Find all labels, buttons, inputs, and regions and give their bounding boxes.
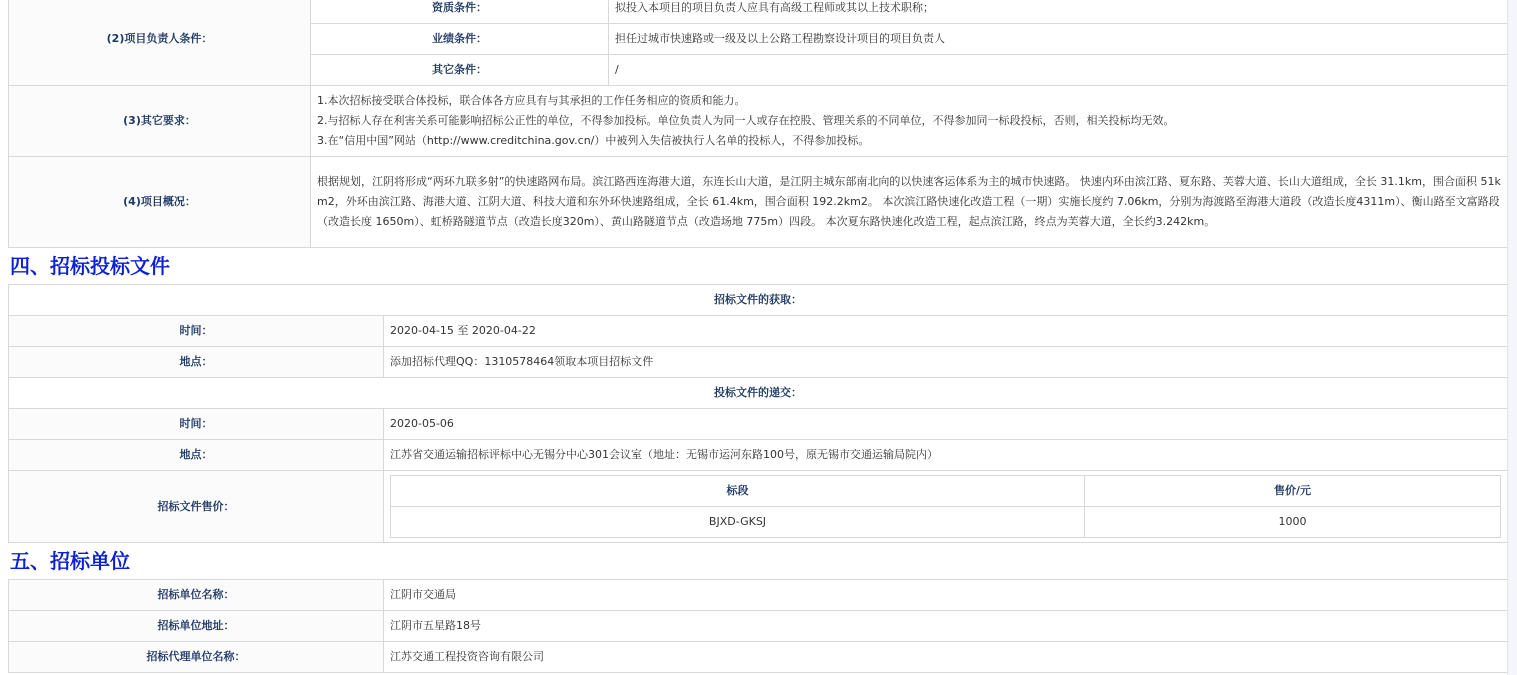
tenderer-address-value: 江阴市五星路18号	[384, 611, 1508, 642]
submit-place-label: 地点：	[9, 440, 384, 471]
price-row	[391, 507, 1501, 538]
manager-conditions-label: (2)项目负责人条件：	[9, 0, 311, 86]
tenderer-name-value: 江阴市交通局	[384, 580, 1508, 611]
obtain-time-value: 2020-04-15 至 2020-04-22	[384, 316, 1508, 347]
performance-value: 担任过城市快速路或一级及以上公路工程勘察设计项目的项目负责人	[609, 24, 1508, 55]
overview-value: 根据规划，江阴将形成“两环九联多射”的快速路网布局。滨江路西连海港大道，东连长山大道，是江阴主城东部南北向的以快速客运体系为主的城市快速路。 快速内环由滨江路、夏东路、芙蓉大道、长山大道组成，全长 31.1km，围合面积 51km2，外环由滨江路、海港大道、江阴大道、科技大道和东外环快速路组成，全长 61.4km，围合面积 192.2km2。 本次滨江路快速化改造工程（一期）实施长度约 7.06km，分别为海渡路至海港大道段（改造长度4311m）、衡山路至文富路段（改造长度 1650m）、虹桥路隧道节点（改造长度320m）、黄山路隧道节点（改造场地 775m）四段。 本次夏东路快速化改造工程，起点滨江路，终点为芙蓉大道，全长约3.242km。	[311, 157, 1508, 248]
price-cell	[384, 471, 1508, 543]
page-scrollbar[interactable]	[1507, 0, 1517, 675]
table-row	[9, 0, 1508, 24]
obtain-place-label: 地点：	[9, 347, 384, 378]
bidding-documents-table	[8, 284, 1508, 543]
notice-content	[8, 0, 1508, 673]
table-row	[9, 440, 1508, 471]
table-row	[9, 471, 1508, 543]
requirement-line: 1.本次招标接受联合体投标，联合体各方应具有与其承担的工作任务相应的资质和能力。	[317, 94, 746, 107]
price-label: 招标文件售价：	[9, 471, 384, 543]
tenderer-table	[8, 579, 1508, 673]
table-row	[9, 580, 1508, 611]
table-row	[9, 86, 1508, 157]
submit-heading: 投标文件的递交：	[9, 378, 1508, 409]
price-col-price: 售价/元	[1085, 476, 1501, 507]
agent-name-value: 江苏交通工程投资咨询有限公司	[384, 642, 1508, 673]
table-row	[9, 611, 1508, 642]
other-requirements-label: (3)其它要求：	[9, 86, 311, 157]
tenderer-name-label: 招标单位名称：	[9, 580, 384, 611]
obtain-heading: 招标文件的获取：	[9, 285, 1508, 316]
other-requirements-value	[311, 86, 1508, 157]
tenderer-address-label: 招标单位地址：	[9, 611, 384, 642]
table-row	[9, 157, 1508, 248]
table-row	[9, 285, 1508, 316]
table-row	[9, 347, 1508, 378]
qualification-label: 资质条件：	[311, 0, 609, 24]
price-section-value: BJXD-GKSJ	[391, 507, 1085, 538]
section5-title: 五、招标单位	[10, 549, 130, 573]
overview-label: (4)项目概况：	[9, 157, 311, 248]
other-conditions-value: /	[609, 55, 1508, 86]
price-header-row	[391, 476, 1501, 507]
table-row	[9, 316, 1508, 347]
section4-title: 四、招标投标文件	[10, 254, 170, 278]
requirement-line: 2.与招标人存在利害关系可能影响招标公正性的单位，不得参加投标。单位负责人为同一人或存在控股、管理关系的不同单位，不得参加同一标段投标，否则，相关投标均无效。	[317, 114, 1175, 127]
qualification-value: 拟投入本项目的项目负责人应具有高级工程师或其以上技术职称；	[609, 0, 1508, 24]
price-table	[390, 475, 1501, 538]
performance-label: 业绩条件：	[311, 24, 609, 55]
agent-name-label: 招标代理单位名称：	[9, 642, 384, 673]
submit-time-value: 2020-05-06	[384, 409, 1508, 440]
price-col-section: 标段	[391, 476, 1085, 507]
price-value: 1000	[1085, 507, 1501, 538]
submit-place-value: 江苏省交通运输招标评标中心无锡分中心301会议室（地址：无锡市运河东路100号，原无锡市交通运输局院内）	[384, 440, 1508, 471]
table-row	[9, 409, 1508, 440]
requirement-line: 3.在“信用中国”网站（http://www.creditchina.gov.cn/）中被列入失信被执行人名单的投标人，不得参加投标。	[317, 134, 870, 147]
table-row	[9, 642, 1508, 673]
project-requirements-table	[8, 0, 1508, 248]
obtain-time-label: 时间：	[9, 316, 384, 347]
obtain-place-value: 添加招标代理QQ：1310578464领取本项目招标文件	[384, 347, 1508, 378]
submit-time-label: 时间：	[9, 409, 384, 440]
table-row	[9, 378, 1508, 409]
other-conditions-label: 其它条件：	[311, 55, 609, 86]
